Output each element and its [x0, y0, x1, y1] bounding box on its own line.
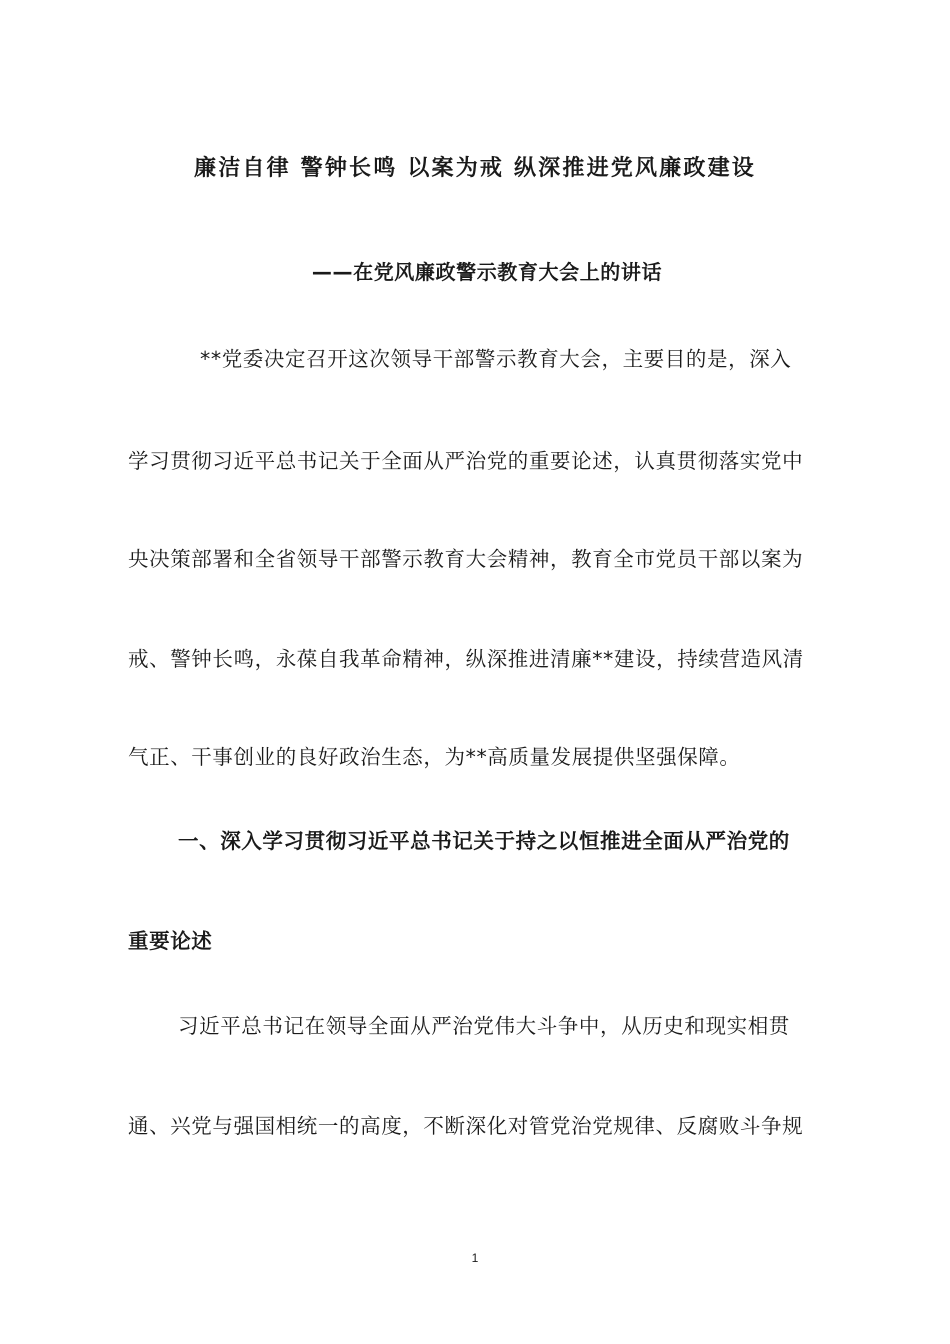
section-heading: 一、深入学习贯彻习近平总书记关于持之以恒推进全面从严治党的: [178, 829, 790, 853]
page-number: 1: [471, 1251, 479, 1265]
section-heading: 重要论述: [128, 929, 213, 953]
paragraph-line: 气正、干事创业的良好政治生态，为**高质量发展提供坚强保障。: [128, 745, 741, 769]
document-subtitle: ——在党风廉政警示教育大会上的讲话: [311, 260, 663, 284]
paragraph-line: **党委决定召开这次领导干部警示教育大会，主要目的是，深入: [200, 347, 792, 371]
paragraph-line: 通、兴党与强国相统一的高度，不断深化对管党治党规律、反腐败斗争规: [128, 1114, 804, 1138]
paragraph-line: 学习贯彻习近平总书记关于全面从严治党的重要论述，认真贯彻落实党中: [128, 449, 804, 473]
paragraph-line: 习近平总书记在领导全面从严治党伟大斗争中，从历史和现实相贯: [178, 1014, 790, 1038]
paragraph-line: 央决策部署和全省领导干部警示教育大会精神，教育全市党员干部以案为: [128, 547, 804, 571]
paragraph-line: 戒、警钟长鸣，永葆自我革命精神，纵深推进清廉**建设，持续营造风清: [128, 647, 804, 671]
document-title: 廉洁自律 警钟长鸣 以案为戒 纵深推进党风廉政建设: [194, 155, 756, 181]
